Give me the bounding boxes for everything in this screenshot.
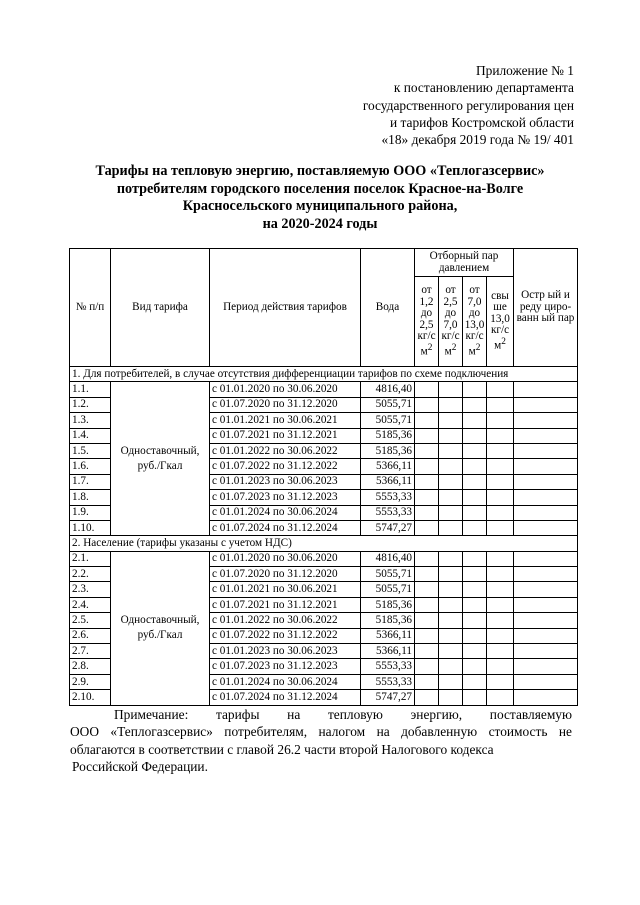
note-line: облагаются в соответствии с главой 26.2 части второй Налогового кодекса (70, 741, 494, 757)
table-body (70, 367, 578, 706)
row-water-price: 5553,33 (361, 674, 415, 689)
row-water-price: 5366,11 (361, 474, 415, 489)
empty-cell (415, 551, 439, 566)
row-water-price: 5747,27 (361, 520, 415, 535)
empty-cell (463, 459, 487, 474)
empty-cell (439, 520, 463, 535)
empty-cell (463, 520, 487, 535)
empty-cell (415, 413, 439, 428)
title-line: Тарифы на тепловую энергию, поставляемую ООО «Теплогазсервис» (95, 163, 545, 179)
empty-cell (487, 659, 514, 674)
row-num: 2.10. (70, 690, 111, 705)
row-period: с 01.07.2024 по 31.12.2024 (210, 520, 361, 535)
section-heading: 1. Для потребителей, в случае отсутствия дифференциации тарифов по схеме подключения (70, 367, 578, 382)
empty-cell (463, 490, 487, 505)
row-water-price: 5366,11 (361, 644, 415, 659)
empty-cell (463, 628, 487, 643)
header-period: Период действия тарифов (210, 249, 361, 367)
empty-cell (487, 551, 514, 566)
empty-cell (487, 459, 514, 474)
row-water-price: 5553,33 (361, 505, 415, 520)
empty-cell (514, 520, 578, 535)
row-period: с 01.01.2022 по 30.06.2022 (210, 613, 361, 628)
empty-cell (463, 674, 487, 689)
row-period: с 01.01.2021 по 30.06.2021 (210, 413, 361, 428)
empty-cell (514, 490, 578, 505)
appendix-header (363, 62, 574, 148)
row-num: 2.7. (70, 644, 111, 659)
empty-cell (463, 644, 487, 659)
row-num: 2.9. (70, 674, 111, 689)
empty-cell (463, 474, 487, 489)
empty-cell (439, 397, 463, 412)
row-water-price: 5366,11 (361, 459, 415, 474)
row-period: с 01.01.2023 по 30.06.2023 (210, 644, 361, 659)
appendix-line: к постановлению департамента (393, 80, 574, 96)
row-water-price: 5185,36 (361, 613, 415, 628)
empty-cell (415, 582, 439, 597)
row-period: с 01.01.2021 по 30.06.2021 (210, 582, 361, 597)
header-pressure-3: от 7,0 до 13,0 кг/с $м^2$ (463, 277, 487, 367)
row-water-price: 5366,11 (361, 628, 415, 643)
row-num: 2.1. (70, 551, 111, 566)
empty-cell (439, 505, 463, 520)
header-pressure-1: от 1,2 до 2,5 кг/с $м^2$ (415, 277, 439, 367)
empty-cell (415, 567, 439, 582)
empty-cell (415, 644, 439, 659)
tariffs-table (69, 248, 578, 706)
section-row (70, 367, 578, 382)
note (70, 706, 572, 776)
empty-cell (439, 490, 463, 505)
empty-cell (514, 613, 578, 628)
row-num: 1.6. (70, 459, 111, 474)
empty-cell (415, 613, 439, 628)
row-period: с 01.01.2020 по 30.06.2020 (210, 382, 361, 397)
empty-cell (415, 428, 439, 443)
row-period: с 01.07.2023 по 31.12.2023 (210, 659, 361, 674)
empty-cell (514, 690, 578, 705)
empty-cell (415, 397, 439, 412)
empty-cell (439, 459, 463, 474)
empty-cell (487, 443, 514, 458)
empty-cell (415, 382, 439, 397)
empty-cell (514, 443, 578, 458)
empty-cell (514, 582, 578, 597)
empty-cell (463, 597, 487, 612)
header-water: Вода (361, 249, 415, 367)
empty-cell (463, 582, 487, 597)
row-water-price: 5747,27 (361, 690, 415, 705)
row-water-price: 5055,71 (361, 567, 415, 582)
empty-cell (514, 551, 578, 566)
empty-cell (463, 397, 487, 412)
empty-cell (514, 644, 578, 659)
note-line: Примечание: тарифы на тепловую энергию, поставляемую (114, 707, 572, 722)
empty-cell (463, 505, 487, 520)
empty-cell (487, 413, 514, 428)
row-num: 2.8. (70, 659, 111, 674)
empty-cell (439, 597, 463, 612)
empty-cell (439, 428, 463, 443)
header-pressure-4: свы ше 13,0 кг/с $м^2$ (487, 277, 514, 367)
section-heading: 2. Население (тарифы указаны с учетом НДС) (70, 536, 578, 551)
empty-cell (487, 382, 514, 397)
empty-cell (514, 628, 578, 643)
row-water-price: 5553,33 (361, 490, 415, 505)
table-row (70, 551, 578, 566)
empty-cell (439, 443, 463, 458)
row-num: 1.1. (70, 382, 111, 397)
empty-cell (514, 428, 578, 443)
empty-cell (463, 382, 487, 397)
row-water-price: 4816,40 (361, 551, 415, 566)
row-num: 2.5. (70, 613, 111, 628)
empty-cell (514, 382, 578, 397)
empty-cell (439, 582, 463, 597)
row-period: с 01.07.2022 по 31.12.2022 (210, 459, 361, 474)
row-water-price: 5055,71 (361, 582, 415, 597)
row-num: 2.4. (70, 597, 111, 612)
table-row (70, 382, 578, 397)
empty-cell (487, 567, 514, 582)
empty-cell (487, 505, 514, 520)
empty-cell (487, 397, 514, 412)
empty-cell (487, 690, 514, 705)
empty-cell (415, 474, 439, 489)
row-num: 1.5. (70, 443, 111, 458)
row-period: с 01.01.2023 по 30.06.2023 (210, 474, 361, 489)
tariff-type: Одноставочный, руб./Гкал (111, 551, 210, 705)
empty-cell (487, 628, 514, 643)
header-num: № п/п (70, 249, 111, 367)
row-num: 2.3. (70, 582, 111, 597)
empty-cell (439, 690, 463, 705)
appendix-line: и тарифов Костромской области (390, 114, 574, 130)
row-period: с 01.01.2022 по 30.06.2022 (210, 443, 361, 458)
header-tariff-type: Вид тарифа (111, 249, 210, 367)
row-num: 1.3. (70, 413, 111, 428)
row-period: с 01.07.2023 по 31.12.2023 (210, 490, 361, 505)
empty-cell (514, 474, 578, 489)
title-line: потребителям городского поселения поселок Красное-на-Волге (116, 180, 524, 197)
row-num: 2.2. (70, 567, 111, 582)
appendix-line: государственного регулирования цен (362, 97, 574, 113)
document-title (60, 163, 580, 233)
empty-cell (415, 505, 439, 520)
row-num: 1.7. (70, 474, 111, 489)
header-pressure-2: от 2,5 до 7,0 кг/с $м^2$ (439, 277, 463, 367)
row-period: с 01.01.2020 по 30.06.2020 (210, 551, 361, 566)
row-period: с 01.07.2020 по 31.12.2020 (210, 397, 361, 412)
empty-cell (463, 567, 487, 582)
empty-cell (487, 490, 514, 505)
row-period: с 01.01.2024 по 30.06.2024 (210, 505, 361, 520)
empty-cell (514, 659, 578, 674)
empty-cell (415, 443, 439, 458)
row-num: 1.9. (70, 505, 111, 520)
row-water-price: 5185,36 (361, 597, 415, 612)
header-selected-steam: Отборный пар давлением (415, 249, 514, 277)
empty-cell (514, 674, 578, 689)
empty-cell (415, 674, 439, 689)
empty-cell (439, 474, 463, 489)
row-water-price: 5055,71 (361, 397, 415, 412)
appendix-line: Приложение № 1 (475, 63, 574, 78)
empty-cell (487, 674, 514, 689)
tariff-type: Одноставочный, руб./Гкал (111, 382, 210, 536)
empty-cell (463, 428, 487, 443)
empty-cell (415, 459, 439, 474)
empty-cell (439, 551, 463, 566)
empty-cell (439, 413, 463, 428)
empty-cell (514, 459, 578, 474)
note-line: ООО «Теплогазсервис» потребителям, налогом на добавленную стоимость не (70, 724, 572, 740)
row-period: с 01.07.2024 по 31.12.2024 (210, 690, 361, 705)
empty-cell (514, 413, 578, 428)
title-line: Красносельского муниципального района, (182, 198, 458, 215)
empty-cell (514, 567, 578, 582)
empty-cell (487, 613, 514, 628)
appendix-date-line: «18» декабря 2019 года № 19/ 401 (381, 132, 574, 148)
empty-cell (487, 474, 514, 489)
empty-cell (487, 428, 514, 443)
empty-cell (463, 659, 487, 674)
row-period: с 01.07.2021 по 31.12.2021 (210, 428, 361, 443)
empty-cell (439, 613, 463, 628)
empty-cell (415, 520, 439, 535)
row-num: 1.2. (70, 397, 111, 412)
empty-cell (439, 659, 463, 674)
empty-cell (463, 551, 487, 566)
row-water-price: 5553,33 (361, 659, 415, 674)
empty-cell (415, 628, 439, 643)
empty-cell (487, 597, 514, 612)
row-water-price: 5185,36 (361, 428, 415, 443)
section-row (70, 536, 578, 551)
header-sharp-steam: Остр ый и реду циро- ванн ый пар (514, 249, 578, 367)
row-num: 1.4. (70, 428, 111, 443)
empty-cell (439, 628, 463, 643)
empty-cell (487, 520, 514, 535)
empty-cell (463, 690, 487, 705)
empty-cell (439, 382, 463, 397)
empty-cell (487, 582, 514, 597)
title-line: на 2020-2024 годы (262, 215, 378, 232)
row-period: с 01.07.2021 по 31.12.2021 (210, 597, 361, 612)
empty-cell (415, 597, 439, 612)
empty-cell (463, 613, 487, 628)
row-water-price: 5185,36 (361, 443, 415, 458)
row-water-price: 5055,71 (361, 413, 415, 428)
empty-cell (415, 490, 439, 505)
empty-cell (514, 505, 578, 520)
row-period: с 01.01.2024 по 30.06.2024 (210, 674, 361, 689)
empty-cell (487, 644, 514, 659)
row-num: 1.8. (70, 490, 111, 505)
row-period: с 01.07.2020 по 31.12.2020 (210, 567, 361, 582)
empty-cell (439, 567, 463, 582)
note-line: Российской Федерации. (72, 759, 208, 775)
row-num: 2.6. (70, 628, 111, 643)
row-num: 1.10. (70, 520, 111, 535)
row-period: с 01.07.2022 по 31.12.2022 (210, 628, 361, 643)
empty-cell (439, 674, 463, 689)
empty-cell (514, 397, 578, 412)
empty-cell (463, 443, 487, 458)
empty-cell (463, 413, 487, 428)
row-water-price: 4816,40 (361, 382, 415, 397)
empty-cell (415, 690, 439, 705)
empty-cell (514, 597, 578, 612)
empty-cell (415, 659, 439, 674)
empty-cell (439, 644, 463, 659)
